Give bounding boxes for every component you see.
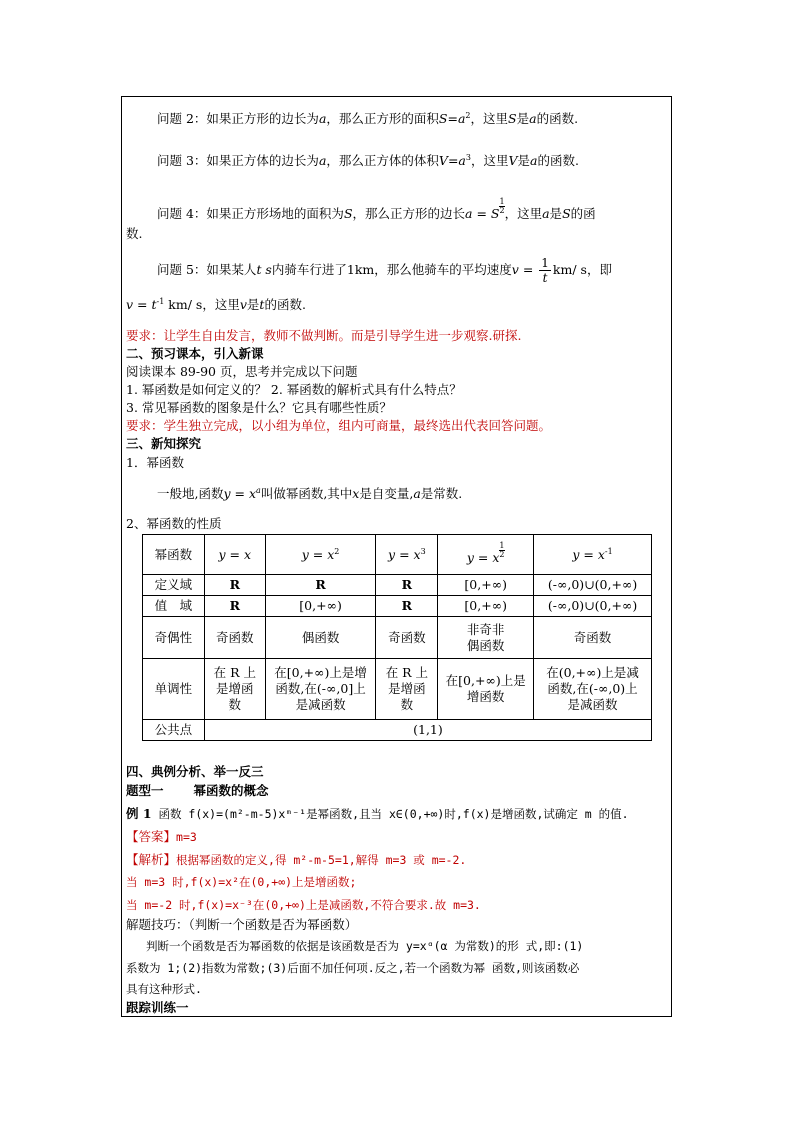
table-row-monotonicity [143,659,652,720]
answer-line: 【答案】m=3 [126,829,197,844]
section-3-title: 三、新知探究 [126,436,202,451]
table-cell: [0,+∞) [438,596,534,617]
table-cell: (1,1) [204,720,651,741]
follow-up-training-heading: 跟踪训练一 [126,1000,189,1015]
table-cell: R [204,575,265,596]
table-cell: 在(0,+∞)上是减 函数,在(-∞,0)上 是减函数 [534,659,652,720]
table-cell: [0,+∞) [265,596,376,617]
section-2-line-2: 1. 幂函数是如何定义的？ 2. 幂函数的解析式具有什么特点？ [126,382,462,397]
tip-line-3: 具有这种形式. [126,982,202,996]
table-cell: 奇函数 [204,617,265,659]
power-function-definition: 一般地,函数$y = x^a$叫做幂函数,其中x是自变量,a是常数. [157,485,463,501]
question-5-cont: $v = t^{-1}$ km/ s，这里v是t的函数. [126,296,306,312]
row-label: 公共点 [143,720,205,741]
row-label: 定义域 [143,575,205,596]
header-y-x-half: y = x $\frac{1}{2}$ [438,535,534,575]
table-cell: 奇函数 [376,617,438,659]
header-y-x: y = x [204,535,265,575]
section-2-requirement: 要求：学生独立完成，以小组为单位，组内可商量，最终选出代表回答问题。 [126,418,552,433]
question-3: 问题 3：如果正方体的边长为a，那么正方体的体积$V=a^3$，这里V是a的函数. [157,152,579,168]
header-y-x2: $y = x^2$ [265,535,376,575]
table-cell: R [376,596,438,617]
example-1: 例 1 函数 f(x)=(m²-m-5)xᵐ⁻¹是幂函数,且当 x∈(0,+∞)时,f(x)是增函数,试确定 m 的值. [126,806,629,821]
table-cell: 在[0,+∞)上是 增函数 [438,659,534,720]
section-3-sub-1: 1．幂函数 [126,455,184,470]
type-1-heading: 题型一 幂函数的概念 [126,783,269,798]
section-2-title: 二、预习课本，引入新课 [126,346,264,361]
section-2-line-3: 3. 常见幂函数的图象是什么？它具有哪些性质？ [126,400,392,415]
analysis-case-m3: 当 m=3 时,f(x)=x²在(0,+∞)上是增函数; [126,875,357,889]
analysis-line: 【解析】根据幂函数的定义,得 m²-m-5=1,解得 m=3 或 m=-2. [126,852,467,867]
question-4: 问题 4：如果正方形场地的面积为S，那么正方形的边长a = S $\frac{1}{2}$ ，这里a是S的函 [157,197,596,222]
table-cell: 在[0,+∞)上是增 函数,在(-∞,0]上 是减函数 [265,659,376,720]
requirement-1: 要求：让学生自由发言，教师不做判断。而是引导学生进一步观察.研探. [126,328,522,343]
question-4-cont: 数. [126,226,143,241]
row-label: 奇偶性 [143,617,205,659]
header-y-x3: $y = x^3$ [376,535,438,575]
header-y-x-inverse: $y = x^{-1}$ [534,535,652,575]
tip-line-1: 判断一个函数是否为幂函数的依据是该函数是否为 y=xᵅ(α 为常数)的形 式,即:(1) [146,939,584,953]
section-4-title: 四、典例分析、举一反三 [126,764,264,779]
table-cell: 在 R 上 是增函 数 [204,659,265,720]
tip-line-2: 系数为 1;(2)指数为常数;(3)后面不加任何项.反之,若一个函数为幂 函数,则该函数必 [126,961,580,975]
question-2: 问题 2：如果正方形的边长为a，那么正方形的面积$S=a^2$，这里S是a的函数. [157,110,579,126]
table-row-range [143,596,652,617]
row-label: 单调性 [143,659,205,720]
table-row-parity [143,617,652,659]
table-header-row [143,535,652,575]
table-cell: 非奇非 偶函数 [438,617,534,659]
table-cell: 奇函数 [534,617,652,659]
table-cell: (-∞,0)∪(0,+∞) [534,596,652,617]
table-cell: 在 R 上 是增函 数 [376,659,438,720]
header-label: 幂函数 [143,535,205,575]
power-function-properties-table [142,534,652,741]
table-cell: 偶函数 [265,617,376,659]
table-cell: (-∞,0)∪(0,+∞) [534,575,652,596]
section-2-line-1: 阅读课本 89-90 页，思考并完成以下问题 [126,364,358,379]
table-row-common-point [143,720,652,741]
question-5: 问题 5：如果某人t s内骑车行进了1km，那么他骑车的平均速度v = $\frac{1}{t}$ km/ s，即 [157,256,612,285]
table-row-domain [143,575,652,596]
table-cell: R [376,575,438,596]
row-label: 值 域 [143,596,205,617]
table-cell: R [265,575,376,596]
section-3-sub-2: 2、幂函数的性质 [126,516,222,531]
table-cell: R [204,596,265,617]
table-cell: [0,+∞) [438,575,534,596]
tip-title: 解题技巧：（判断一个函数是否为幂函数） [126,917,358,932]
analysis-case-m-2: 当 m=-2 时,f(x)=x⁻³在(0,+∞)上是减函数,不符合要求.故 m=3. [126,898,481,912]
